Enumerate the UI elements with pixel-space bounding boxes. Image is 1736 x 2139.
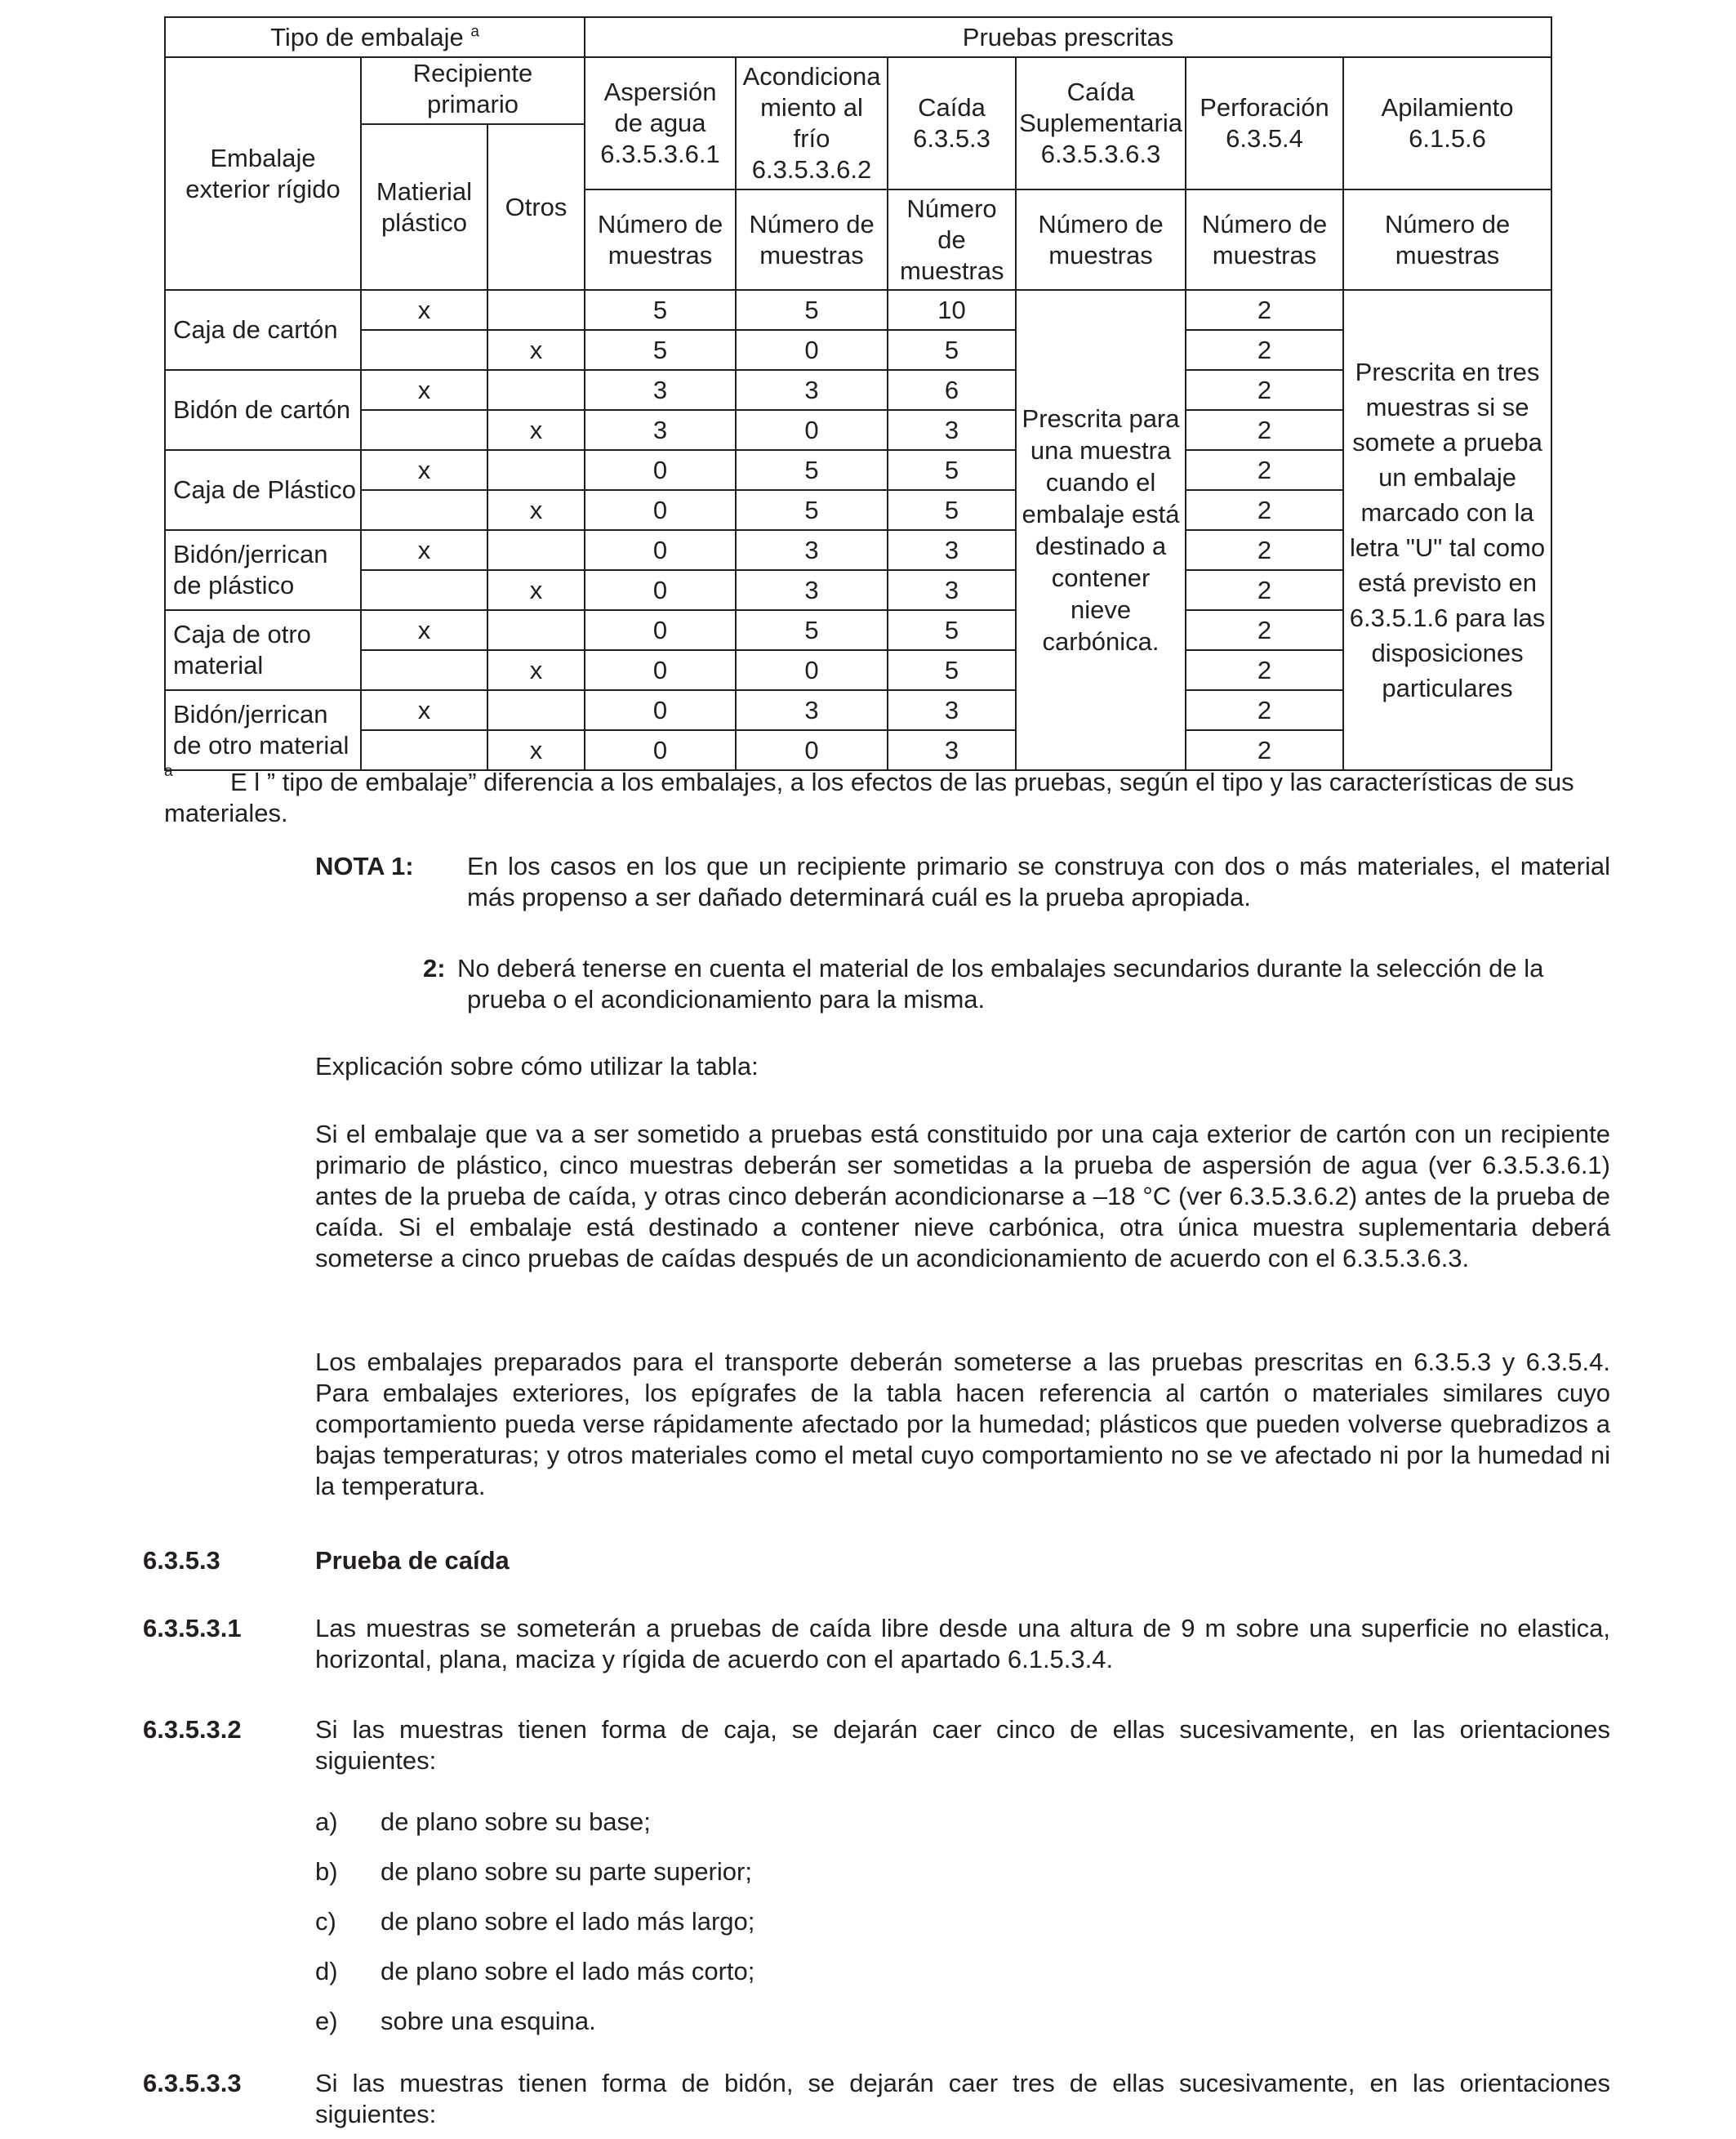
packaging-type-cell: Bidón de cartón — [165, 370, 361, 450]
cold-count: 0 — [736, 730, 888, 770]
explanation-paragraph-2: Los embalajes preparados para el transporte deberán someterse a las pruebas prescritas en 6.3.5.3 y 6.3.5.4. Para embalajes exteriores, los epígrafes de la tabla hacen referencia al cartón o materiales similares cuyo comportamiento pueda verse rápidamente afectado por la humedad; plásticos que pueden volverse quebradizos a bajas temperaturas; y otros materiales como el metal cuyo comportamiento no se ve afectado ni por la humedad ni la temperatura. — [315, 1348, 1610, 1500]
plastic-marker: x — [361, 290, 487, 330]
cold-count: 0 — [736, 410, 888, 450]
spray-count: 0 — [585, 730, 736, 770]
pierce-count: 2 — [1186, 370, 1343, 410]
other-marker: x — [487, 330, 585, 370]
spray-count: 3 — [585, 410, 736, 450]
plastic-marker: x — [361, 450, 487, 490]
pierce-count: 2 — [1186, 490, 1343, 530]
note-1-text: En los casos en los que un recipiente primario se construya con dos o más materiales, el material más propenso a ser dañado determinará cuál es la prueba apropiada. — [467, 852, 1610, 911]
pierce-count: 2 — [1186, 450, 1343, 490]
drop-count: 10 — [888, 290, 1016, 330]
section-title: Prueba de caída — [315, 1546, 510, 1575]
header-plastic-material: Matierial plástico — [361, 124, 487, 290]
note-2-text-continued: prueba o el acondicionamiento para la misma. — [467, 985, 986, 1014]
list-item: c) de plano sobre el lado más largo; — [315, 1907, 755, 1936]
packaging-type-cell: Bidón/jerrican de otro material — [165, 690, 361, 770]
header-prescribed-tests: Pruebas prescritas — [585, 17, 1551, 57]
plastic-marker — [361, 730, 487, 770]
note-1-label: NOTA 1: — [315, 852, 414, 880]
subsection-number: 6.3.5.3.3 — [143, 2069, 242, 2097]
drop-count: 3 — [888, 730, 1016, 770]
cold-count: 3 — [736, 370, 888, 410]
list-item: d) de plano sobre el lado más corto; — [315, 1957, 755, 1985]
cold-count: 5 — [736, 610, 888, 650]
plastic-marker: x — [361, 530, 487, 570]
footnote-mark: a — [164, 763, 173, 780]
spray-count: 0 — [585, 450, 736, 490]
plastic-marker — [361, 650, 487, 690]
plastic-marker: x — [361, 370, 487, 410]
other-marker: x — [487, 490, 585, 530]
other-marker — [487, 370, 585, 410]
spray-count: 0 — [585, 530, 736, 570]
drop-count: 5 — [888, 450, 1016, 490]
pierce-count: 2 — [1186, 290, 1343, 330]
other-marker — [487, 290, 585, 330]
other-marker — [487, 450, 585, 490]
header-test-drop: Caída 6.3.5.3 — [888, 57, 1016, 189]
plastic-marker — [361, 490, 487, 530]
cold-count: 3 — [736, 690, 888, 730]
other-marker: x — [487, 650, 585, 690]
header-outer-packaging: Embalaje exterior rígido — [165, 57, 361, 290]
pierce-count: 2 — [1186, 530, 1343, 570]
header-count-cold: Número de muestras — [736, 189, 888, 290]
explanation-paragraph-1: Si el embalaje que va a ser sometido a pruebas está constituido por una caja exterior de cartón con un recipiente primario de plástico, cinco muestras deberán ser sometidas a la prueba de aspersión de agua (ver 6.3.5.3.6.1) antes de la prueba de caída, y otras cinco deberán acondicionarse a –18 °C (ver 6.3.5.3.6.2) antes de la prueba de caída. Si el embalaje está destinado a contener nieve carbónica, otra única muestra suplementaria deberá someterse a cinco pruebas de caídas después de un acondicionamiento de acuerdo con el 6.3.5.3.6.3. — [315, 1120, 1610, 1272]
header-count-stacking: Número de muestras — [1343, 189, 1551, 290]
plastic-marker: x — [361, 690, 487, 730]
list-item: e) sobre una esquina. — [315, 2007, 596, 2035]
cold-count: 0 — [736, 650, 888, 690]
drop-count: 3 — [888, 410, 1016, 450]
cold-count: 5 — [736, 450, 888, 490]
other-marker — [487, 610, 585, 650]
header-test-supplementary-drop: Caída Suplementaria 6.3.5.3.6.3 — [1016, 57, 1186, 189]
drop-count: 5 — [888, 490, 1016, 530]
header-test-stacking: Apilamiento 6.1.5.6 — [1343, 57, 1551, 189]
header-packaging-type: Tipo de embalaje $^a$ — [165, 17, 585, 57]
supplementary-drop-note: Prescrita para una muestra cuando el embalaje está destinado a contener nieve carbónica. — [1016, 290, 1186, 770]
footnote-ref: a — [470, 23, 479, 41]
pierce-count: 2 — [1186, 410, 1343, 450]
header-count-drop: Número de muestras — [888, 189, 1016, 290]
subsection-text: Si las muestras tienen forma de bidón, se dejarán caer tres de ellas sucesivamente, en las orientaciones siguientes: — [315, 2069, 1610, 2128]
explanation-heading: Explicación sobre cómo utilizar la tabla: — [315, 1052, 759, 1081]
header-count-spray: Número de muestras — [585, 189, 736, 290]
drop-count: 5 — [888, 330, 1016, 370]
pierce-count: 2 — [1186, 570, 1343, 610]
packaging-type-cell: Caja de otro material — [165, 610, 361, 690]
other-marker: x — [487, 570, 585, 610]
pierce-count: 2 — [1186, 650, 1343, 690]
packaging-type-cell: Bidón/jerrican de plástico — [165, 530, 361, 610]
list-item: a) de plano sobre su base; — [315, 1807, 651, 1836]
header-test-spray: Aspersión de agua 6.3.5.3.6.1 — [585, 57, 736, 189]
header-other-material: Otros — [487, 124, 585, 290]
packaging-type-cell: Caja de cartón — [165, 290, 361, 370]
spray-count: 3 — [585, 370, 736, 410]
subsection-number: 6.3.5.3.2 — [143, 1715, 242, 1744]
note-2-text: No deberá tenerse en cuenta el material de los embalajes secundarios durante la selección de la — [457, 954, 1544, 983]
cold-count: 5 — [736, 490, 888, 530]
other-marker: x — [487, 730, 585, 770]
note-2-label: 2: — [423, 954, 446, 983]
section-number: 6.3.5.3 — [143, 1546, 220, 1575]
header-count-pierce: Número de muestras — [1186, 189, 1343, 290]
list-item: b) de plano sobre su parte superior; — [315, 1857, 752, 1886]
drop-count: 5 — [888, 650, 1016, 690]
cold-count: 0 — [736, 330, 888, 370]
subsection-text: Si las muestras tienen forma de caja, se dejarán caer cinco de ellas sucesivamente, en las orientaciones siguientes: — [315, 1715, 1610, 1775]
drop-count: 3 — [888, 570, 1016, 610]
spray-count: 0 — [585, 610, 736, 650]
pierce-count: 2 — [1186, 690, 1343, 730]
drop-count: 5 — [888, 610, 1016, 650]
packaging-type-cell: Caja de Plástico — [165, 450, 361, 530]
stacking-note: Prescrita en tres muestras si se somete a prueba un embalaje marcado con la letra "U" tal como está previsto en 6.3.5.1.6 para las disposiciones particulares — [1343, 290, 1551, 770]
pierce-count: 2 — [1186, 730, 1343, 770]
header-primary-receptacle: Recipiente primario — [361, 57, 585, 124]
spray-count: 5 — [585, 290, 736, 330]
plastic-marker — [361, 410, 487, 450]
other-marker — [487, 530, 585, 570]
spray-count: 0 — [585, 650, 736, 690]
drop-count: 6 — [888, 370, 1016, 410]
footnote-text-continued: materiales. — [164, 799, 288, 827]
pierce-count: 2 — [1186, 610, 1343, 650]
spray-count: 0 — [585, 490, 736, 530]
other-marker: x — [487, 410, 585, 450]
plastic-marker: x — [361, 610, 487, 650]
footnote-text: E l ” tipo de embalaje” diferencia a los embalajes, a los efectos de las pruebas, según el tipo y las características de sus — [230, 768, 1574, 796]
cold-count: 3 — [736, 530, 888, 570]
cold-count: 5 — [736, 290, 888, 330]
subsection-text: Las muestras se someterán a pruebas de caída libre desde una altura de 9 m sobre una superficie no elastica, horizontal, plana, maciza y rígida de acuerdo con el apartado 6.1.5.3.4. — [315, 1614, 1610, 1673]
subsection-number: 6.3.5.3.1 — [143, 1614, 242, 1642]
pierce-count: 2 — [1186, 330, 1343, 370]
header-test-cold: Acondiciona miento al frío 6.3.5.3.6.2 — [736, 57, 888, 189]
table-row — [165, 290, 1551, 330]
drop-count: 3 — [888, 530, 1016, 570]
test-requirements-table — [164, 16, 1552, 771]
plastic-marker — [361, 570, 487, 610]
plastic-marker — [361, 330, 487, 370]
header-test-pierce: Perforación 6.3.5.4 — [1186, 57, 1343, 189]
other-marker — [487, 690, 585, 730]
drop-count: 3 — [888, 690, 1016, 730]
header-count-supplementary: Número de muestras — [1016, 189, 1186, 290]
cold-count: 3 — [736, 570, 888, 610]
spray-count: 0 — [585, 690, 736, 730]
spray-count: 5 — [585, 330, 736, 370]
spray-count: 0 — [585, 570, 736, 610]
